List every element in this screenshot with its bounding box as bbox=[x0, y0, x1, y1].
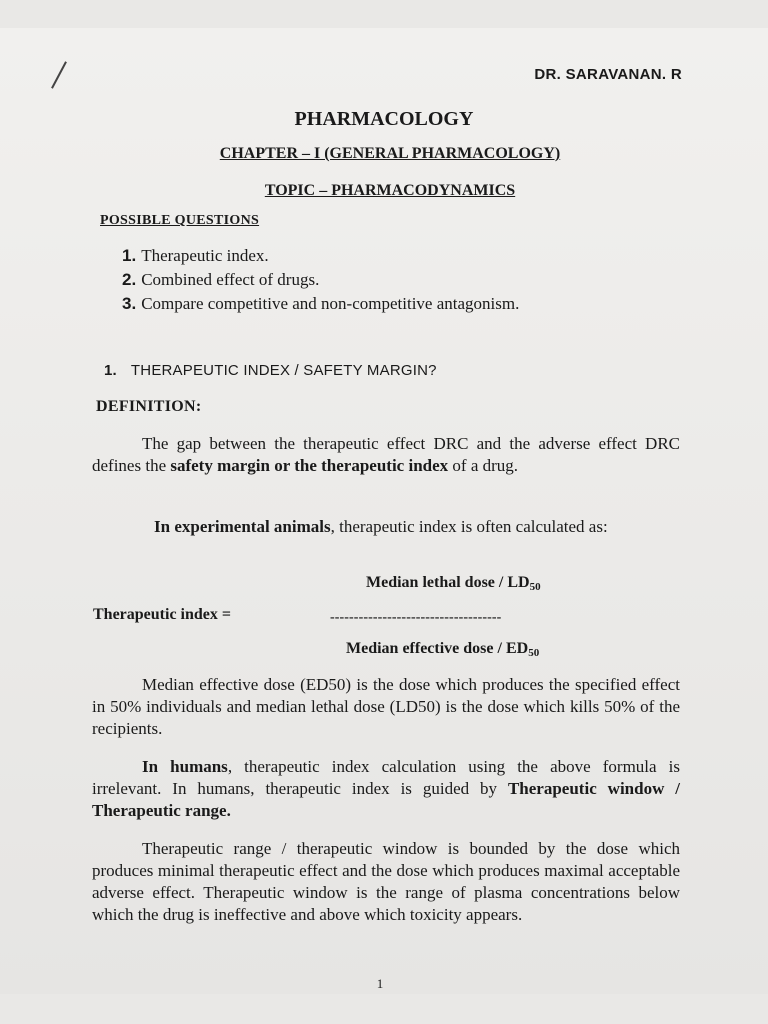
paragraph-humans: In humans, therapeutic index calculation using the above formula is irrelevant. In humans, therapeutic index is guided by Therapeutic window / Therapeutic range. bbox=[92, 757, 680, 820]
paragraph-therapeutic-range: Therapeutic range / therapeutic window is bounded by the dose which produces minimal therapeutic effect and the dose which produces maximal acceptable adverse effect. Therapeutic window is the range of plasma concentrations below which the drug is ineffective and above which toxicity appears. bbox=[92, 839, 680, 924]
section-number: 1. bbox=[104, 362, 117, 379]
question-text: Combined effect of drugs. bbox=[141, 270, 320, 289]
question-number: 3. bbox=[122, 294, 137, 313]
chapter-title: CHAPTER – I (GENERAL PHARMACOLOGY) bbox=[219, 145, 561, 162]
pen-mark bbox=[51, 61, 67, 88]
definition-label: DEFINITION: bbox=[96, 398, 202, 415]
formula-numerator: Median lethal dose / $LD_{50}$ bbox=[366, 574, 541, 593]
document-page bbox=[0, 28, 768, 994]
section-heading bbox=[104, 362, 437, 379]
question-text: Therapeutic index. bbox=[141, 246, 269, 265]
question-number: 1. bbox=[122, 246, 137, 265]
paragraph-median-doses: Median effective dose (ED50) is the dose which produces the specified effect in 50% individuals and median lethal dose (LD50) is the dose which kills 50% of the recipients. bbox=[92, 675, 680, 738]
list-item bbox=[122, 244, 519, 268]
section-title: THERAPEUTIC INDEX / SAFETY MARGIN? bbox=[130, 362, 437, 379]
page-number: 1 bbox=[376, 976, 384, 991]
formula-label: Therapeutic index = bbox=[93, 606, 232, 623]
formula-divider: ------------------------------------ bbox=[330, 610, 502, 625]
subject-title: PHARMACOLOGY bbox=[294, 108, 474, 130]
paragraph-definition: The gap between the therapeutic effect DRC and the adverse effect DRC defines the safety margin or the therapeutic index of a drug. bbox=[92, 434, 680, 475]
formula-denominator: Median effective dose / $ED_{50}$ bbox=[346, 640, 540, 659]
paragraph-experimental: In experimental animals, therapeutic index is often calculated as: bbox=[154, 517, 608, 536]
topic-title: TOPIC – PHARMACODYNAMICS bbox=[264, 182, 516, 199]
list-item bbox=[122, 268, 519, 292]
author-name: DR. SARAVANAN. R bbox=[534, 66, 682, 83]
question-number: 2. bbox=[122, 270, 137, 289]
list-item bbox=[122, 292, 519, 316]
possible-questions-heading: POSSIBLE QUESTIONS bbox=[100, 213, 260, 228]
questions-list bbox=[122, 244, 519, 316]
question-text: Compare competitive and non-competitive antagonism. bbox=[141, 294, 520, 313]
